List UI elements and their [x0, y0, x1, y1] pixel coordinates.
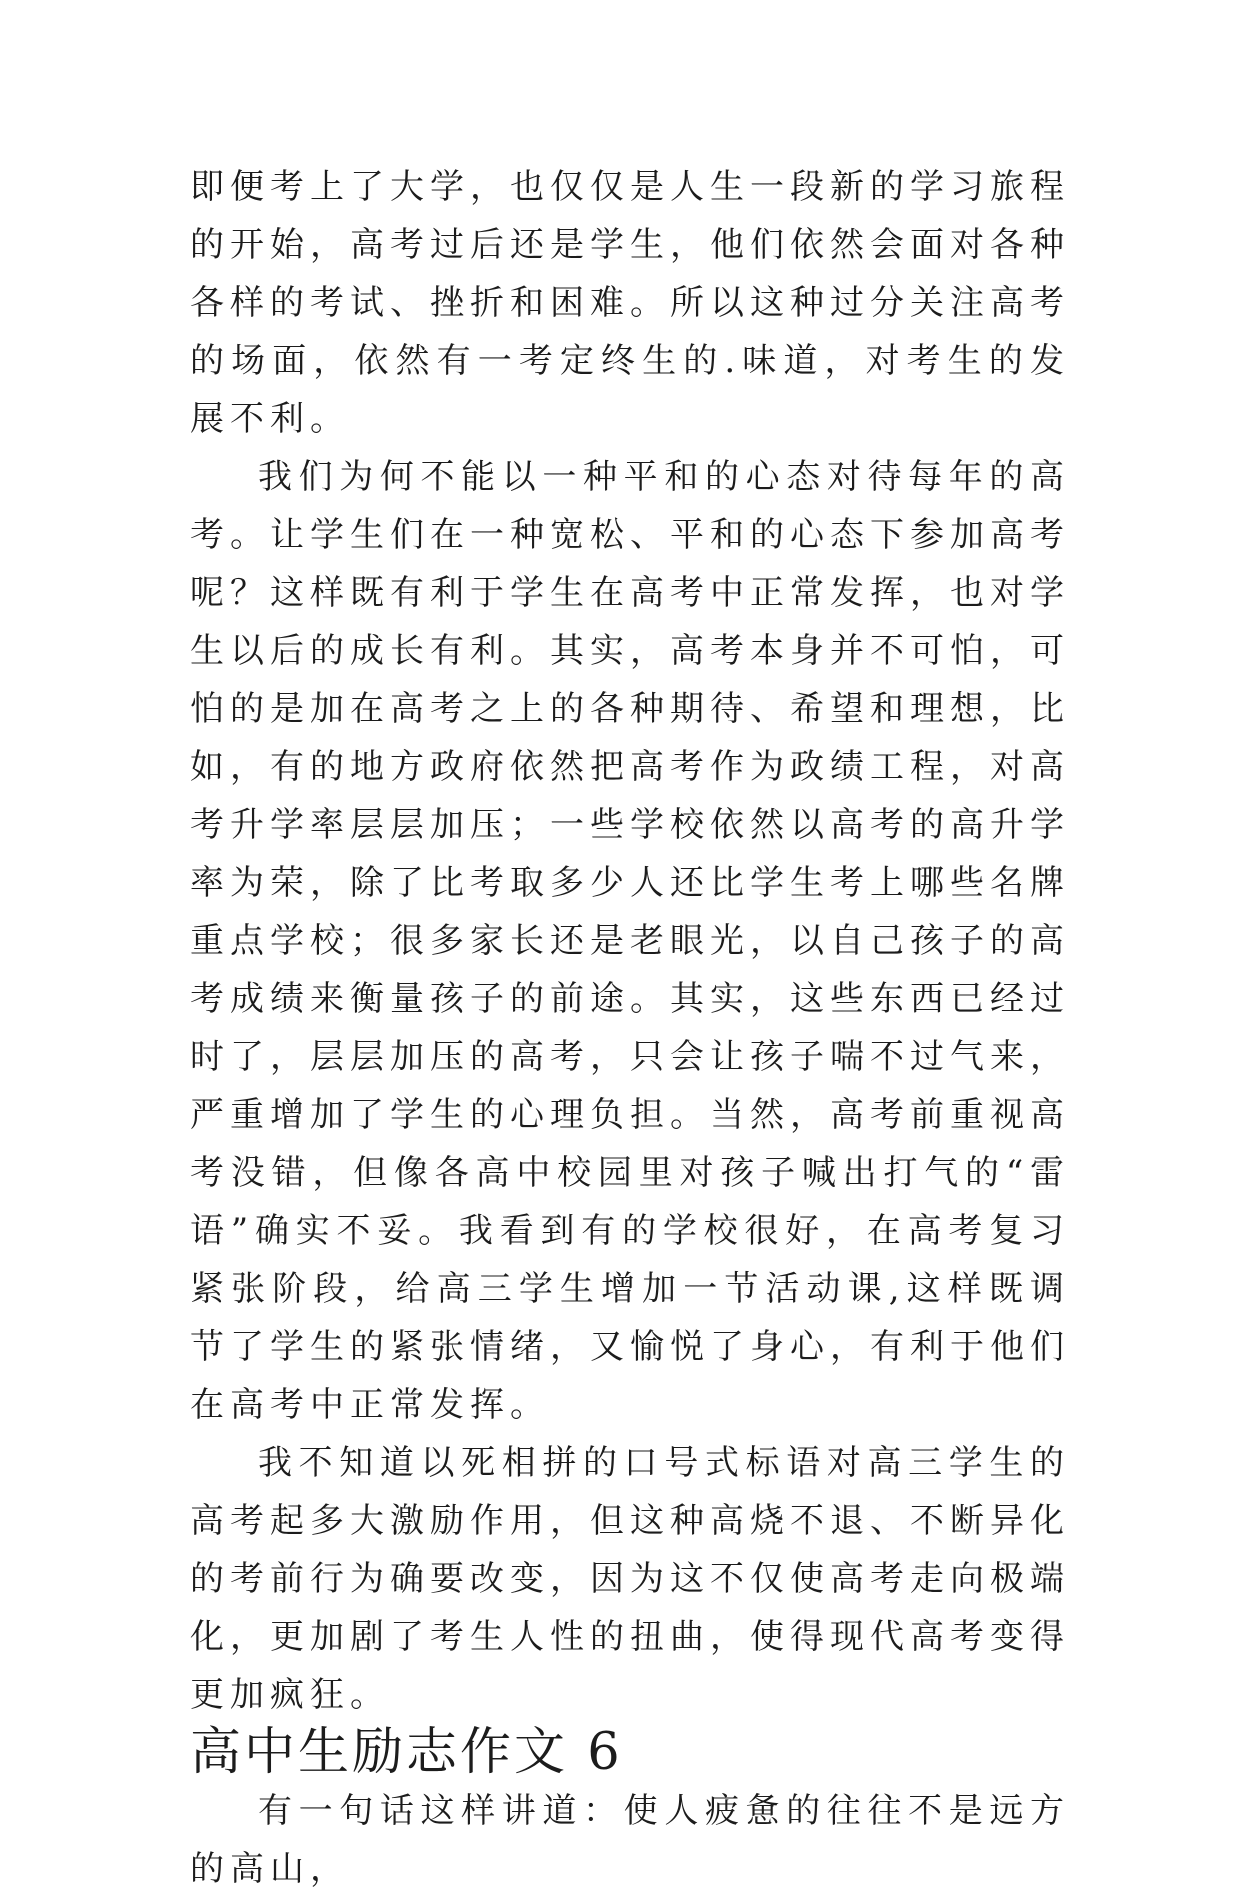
paragraph: 我们为何不能以一种平和的心态对待每年的高考。让学生们在一种宽松、平和的心态下参加高考呢？这样既有利于学生在高考中正常发挥，也对学生以后的成长有利。其实，高考本身并不可怕，可怕的是加在高考之上的各种期待、希望和理想，比如，有的地方政府依然把高考作为政绩工程，对高考升学率层层加压；一些学校依然以高考的高升学率为荣，除了比考取多少人还比学生考上哪些名牌重点学校；很多家长还是老眼光，以自己孩子的高考成绩来衡量孩子的前途。其实，这些东西已经过时了，层层加压的高考，只会让孩子喘不过气来，严重增加了学生的心理负担。当然，高考前重视高考没错，但像各高中校园里对孩子喊出打气的“雷语”确实不妥。我看到有的学校很好，在高考复习紧张阶段，给高三学生增加一节活动课,这样既调节了学生的紧张情绪，又愉悦了身心，有利于他们在高考中正常发挥。 — [190, 457, 1070, 1425]
paragraph: 我不知道以死相拼的口号式标语对高三学生的高考起多大激励作用，但这种高烧不退、不断异化的考前行为确要改变，因为这不仅使高考走向极端化，更加剧了考生人性的扭曲，使得现代高考变得更加疯狂。 — [190, 1443, 1070, 1715]
paragraph-continuation: 即便考上了大学，也仅仅是人生一段新的学习旅程的开始，高考过后还是学生，他们依然会面对各种各样的考试、挫折和困难。所以这种过分关注高考的场面，依然有一考定终生的.味道，对考生的发展不利。 — [190, 167, 1070, 439]
section-heading: 高中生励志作文 6 — [190, 1723, 623, 1782]
paragraph: 有一句话这样讲道：使人疲惫的往往不是远方的高山， — [190, 1791, 1070, 1889]
document-page — [190, 158, 1070, 1898]
